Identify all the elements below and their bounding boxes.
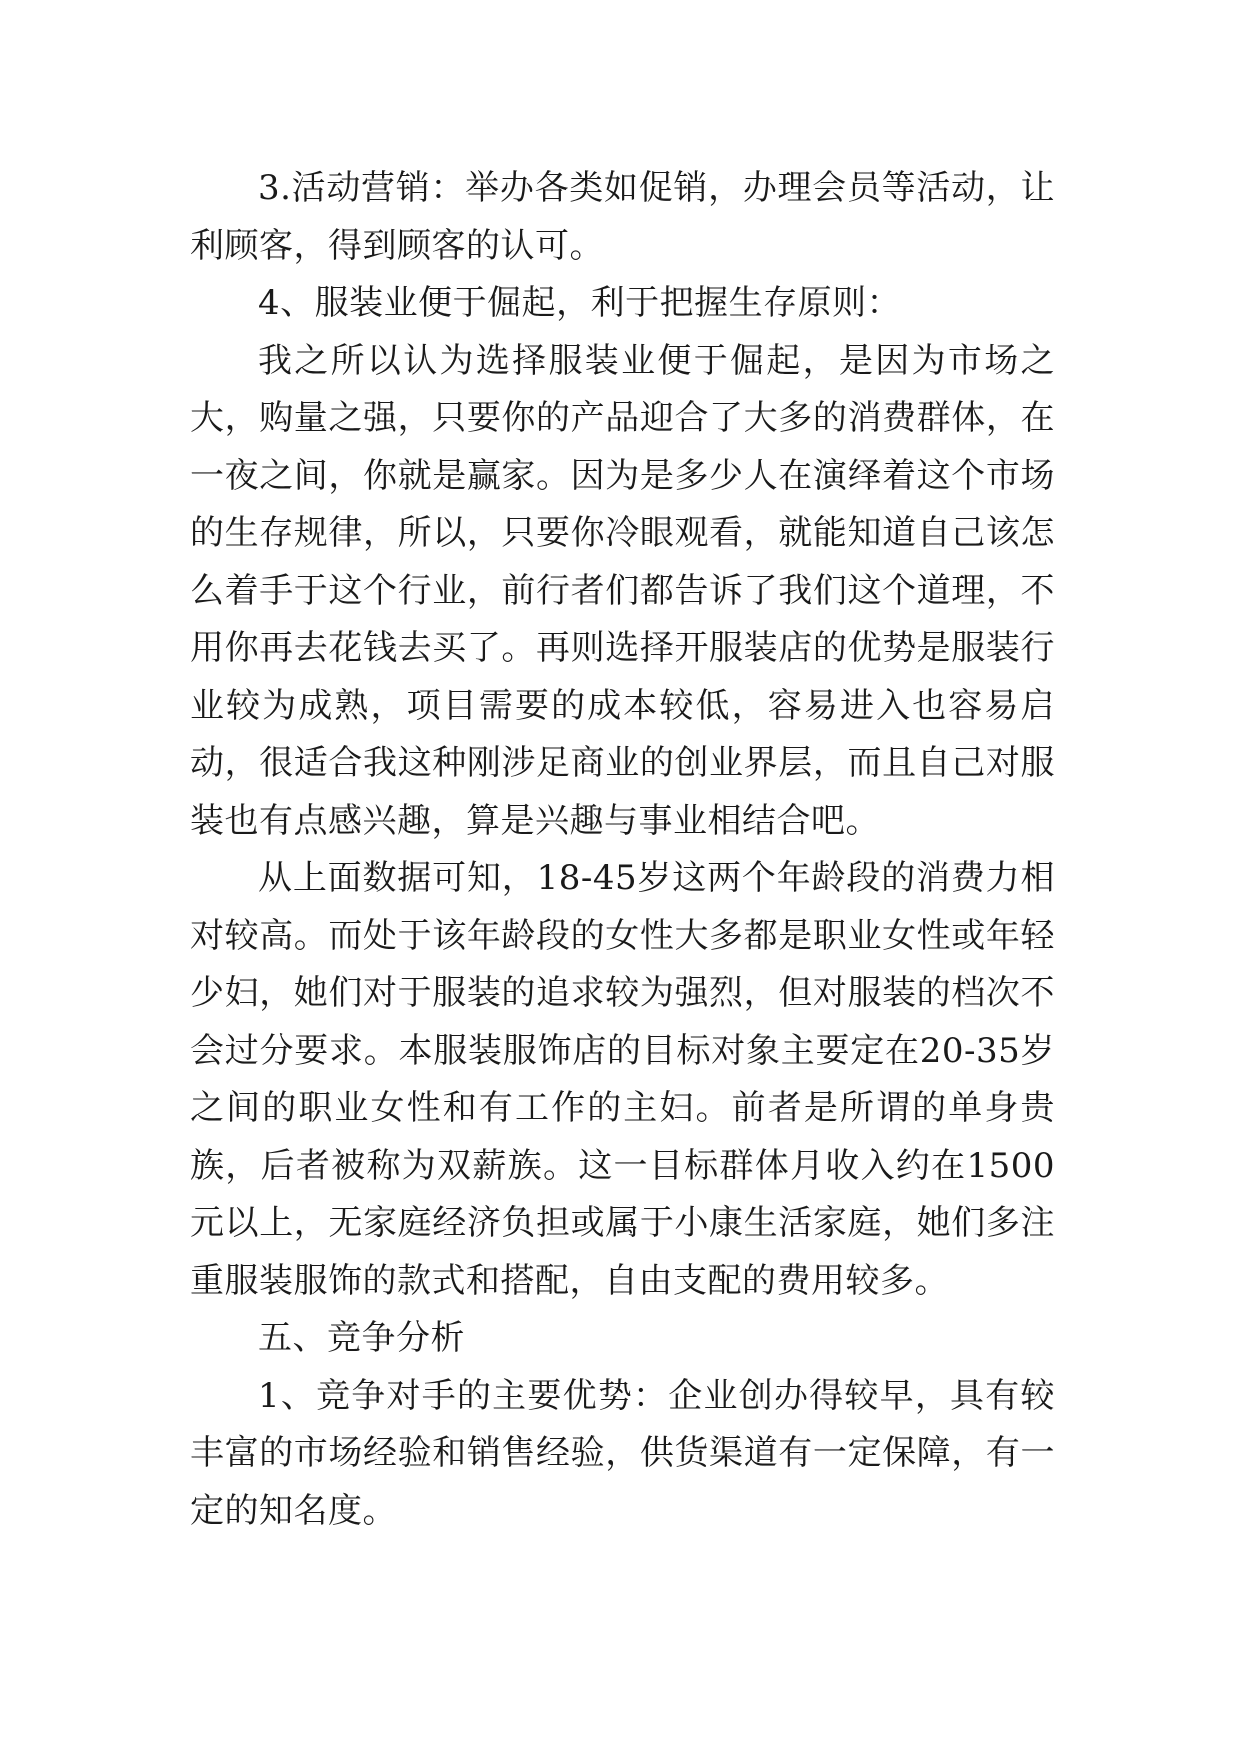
paragraph-activity-marketing: 3.活动营销：举办各类如促销，办理会员等活动，让利顾客，得到顾客的认可。 bbox=[190, 168, 1055, 266]
paragraph-target-customers: 从上面数据可知，18-45岁这两个年龄段的消费力相对较高。而处于该年龄段的女性大多都是职业女性或年轻少妇，她们对于服装的追求较为强烈，但对服装的档次不会过分要求。本服装服饰店的目标对象主要定在20-35岁之间的职业女性和有工作的主妇。前者是所谓的单身贵族，后者被称为双薪族。这一目标群体月收入约在1500元以上，无家庭经济负担或属于小康生活家庭，她们多注重服装服饰的款式和搭配，自由支配的费用较多。 bbox=[190, 858, 1055, 1301]
paragraph-reason-clothing-industry: 我之所以认为选择服装业便于倔起，是因为市场之大，购量之强，只要你的产品迎合了大多的消费群体，在一夜之间，你就是赢家。因为是多少人在演绎着这个市场的生存规律，所以，只要你冷眼观看，就能知道自己该怎么着手于这个行业，前行者们都告诉了我们这个道理，不用你再去花钱去买了。再则选择开服装店的优势是服装行业较为成熟，项目需要的成本较低，容易进入也容易启动，很适合我这种刚涉足商业的创业界层，而且自己对服装也有点感兴趣，算是兴趣与事业相结合吧。 bbox=[190, 340, 1055, 841]
section-heading-competition-analysis: 五、竞争分析 bbox=[258, 1318, 465, 1358]
document-body bbox=[190, 160, 1055, 1540]
paragraph-competitor-advantages: 1、竞争对手的主要优势：企业创办得较早，具有较丰富的市场经验和销售经验，供货渠道有一定保障，有一定的知名度。 bbox=[190, 1375, 1055, 1531]
paragraph-heading-clothing-industry: 4、服装业便于倔起，利于把握生存原则： bbox=[258, 283, 902, 323]
